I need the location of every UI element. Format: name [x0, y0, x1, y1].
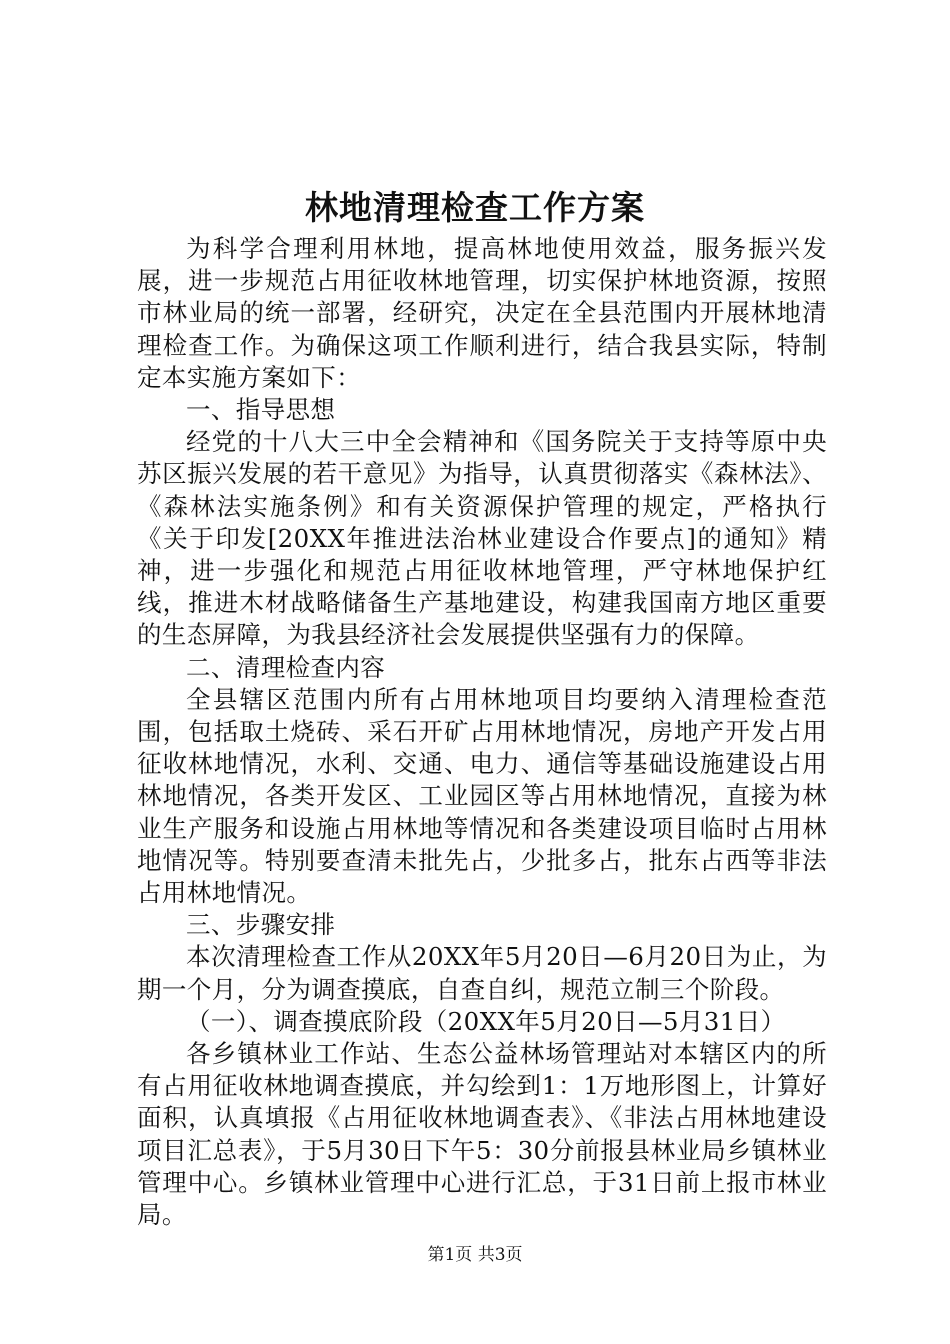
section-heading-steps: 三、步骤安排: [186, 910, 336, 940]
section-heading-guiding-thought: 一、指导思想: [186, 395, 336, 425]
subsection-heading-survey-stage: （一）、调查摸底阶段（20XX年5月20日—5月31日）: [186, 1006, 786, 1036]
document-body: [137, 233, 827, 1231]
section-heading-inspection-content: 二、清理检查内容: [186, 652, 386, 682]
guiding-thought-paragraph: 经党的十八大三中全会精神和《国务院关于支持等原中央苏区振兴发展的若干意见》为指导，认真贯彻落实《森林法》、《森林法实施条例》和有关资源保护管理的规定，严格执行《关于印发[20XX年推进法治林业建设合作要点]的通知》精神，进一步强化和规范占用征收林地管理，严守林地保护红线，推进木材战略储备生产基地建设，构建我国南方地区重要的生态屏障，为我县经济社会发展提供坚强有力的保障。: [137, 427, 827, 650]
document-title: 林地清理检查工作方案: [305, 188, 645, 227]
inspection-content-paragraph: 全县辖区范围内所有占用林地项目均要纳入清理检查范围，包括取土烧砖、采石开矿占用林地情况，房地产开发占用征收林地情况，水利、交通、电力、通信等基础设施建设占用林地情况，各类开发区、工业园区等占用林地情况，直接为林业生产服务和设施占用林地等情况和各类建设项目临时占用林地情况等。特别要查清未批先占，少批多占，批东占西等非法占用林地情况。: [137, 684, 827, 908]
page-footer: 第1页 共3页: [427, 1245, 523, 1265]
survey-stage-paragraph: 各乡镇林业工作站、生态公益林场管理站对本辖区内的所有占用征收林地调查摸底，并勾绘到1：1万地形图上，计算好面积，认真填报《占用征收林地调查表》、《非法占用林地建设项目汇总表》，于5月30日下午5：30分前报县林业局乡镇林业管理中心。乡镇林业管理中心进行汇总，于31日前上报市林业局。: [137, 1039, 827, 1230]
steps-paragraph: 本次清理检查工作从20XX年5月20日—6月20日为止，为期一个月，分为调查摸底，自查自纠，规范立制三个阶段。: [137, 942, 827, 1004]
intro-paragraph: 为科学合理利用林地，提高林地使用效益，服务振兴发展，进一步规范占用征收林地管理，切实保护林地资源，按照市林业局的统一部署，经研究，决定在全县范围内开展林地清理检查工作。为确保这项工作顺利进行，结合我县实际，特制定本实施方案如下：: [137, 234, 827, 392]
